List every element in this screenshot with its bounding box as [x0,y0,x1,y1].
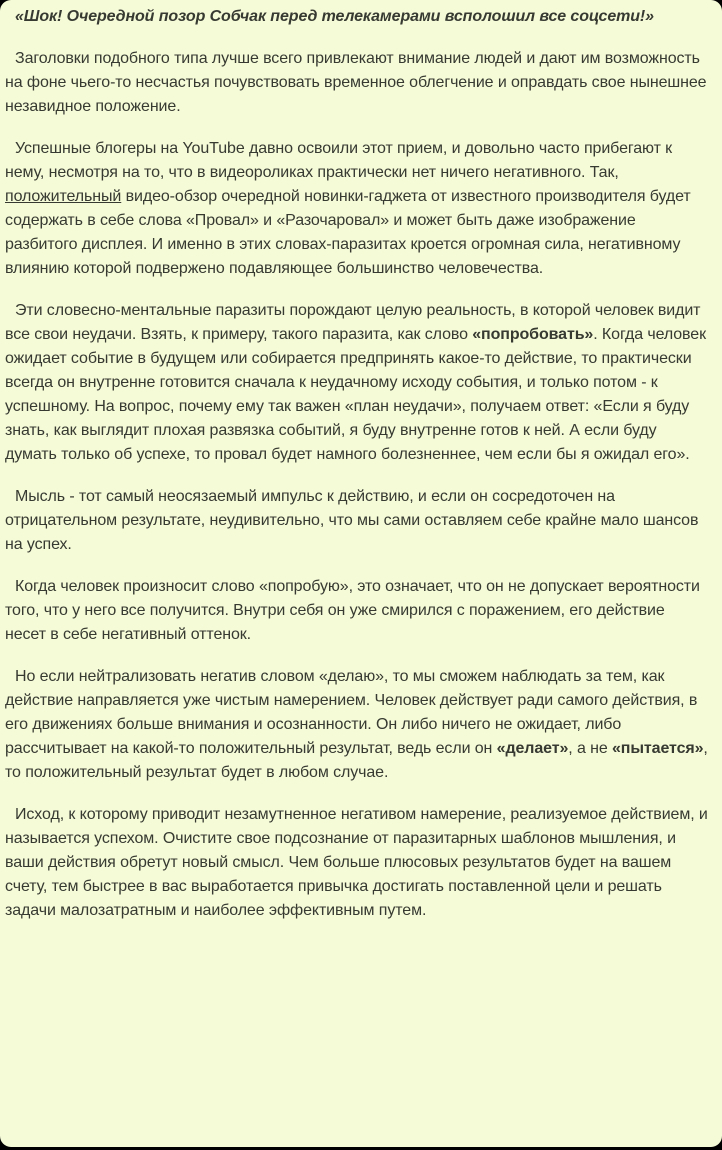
paragraph [5,299,708,467]
article-body [5,47,708,923]
text-run: Но если нейтрализовать негатив словом «делаю», то мы сможем наблюдать за тем, как действие направляется уже чистым намерением. Человек действует ради самого действия, в его движениях больше внимания и осознанности. Он либо ничего не ожидает, либо рассчитывает на какой-то положительный результат, ведь если он [5,668,698,757]
text-run: , а не [568,740,612,757]
paragraph [5,47,708,119]
text-run: , то положительный результат будет в любом случае. [5,740,708,781]
text-run: видео-обзор очередной новинки-гаджета от известного производителя будет содержать в себе слова «Провал» и «Разочаровал» и может быть даже изображение разбитого дисплея. И именно в этих словах-паразитах кроется огромная сила, негативному влиянию которой подвержено подавляющее большинство человечества. [5,188,691,277]
paragraph [5,137,708,281]
text-run: «попробовать» [472,326,594,343]
paragraph [5,575,708,647]
text-run: «пытается» [612,740,704,757]
text-run: Когда человек произносит слово «попробую», это означает, что он не допускает вероятности того, что у него все получится. Внутри себя он уже смирился с поражением, его действие несет в себе негативный оттенок. [5,578,700,643]
text-run: Мысль - тот самый неосязаемый импульс к действию, и если он сосредоточен на отрицательном результате, неудивительно, что мы сами оставляем себе крайне мало шансов на успех. [5,488,699,553]
paragraph [5,803,708,923]
text-run: «делает» [496,740,569,757]
text-run: Эти словесно-ментальные паразиты порождают целую реальность, в которой человек видит все свои неудачи. Взять, к примеру, такого паразита, как слово [5,302,701,343]
text-run: Заголовки подобного типа лучше всего привлекают внимание людей и дают им возможность на фоне чьего-то несчастья почувствовать временное облегчение и оправдать свое нынешнее незавидное положение. [5,50,707,115]
text-run: положительный [5,188,122,205]
article-title: «Шок! Очередной позор Собчак перед телекамерами всполошил все соцсети!» [15,8,654,25]
text-run: Успешные блогеры на YouTube давно освоили этот прием, и довольно часто прибегают к нему, несмотря на то, что в видеороликах практически нет ничего негативного. Так, [5,140,673,181]
paragraph [5,665,708,785]
text-run: . Когда человек ожидает событие в будущем или собирается предпринять какое-то действие, то практически всегда он внутренне готовится сначала к неудачному исходу события, и только потом - к успешному. На вопрос, почему ему так важен «план неудачи», получаем ответ: «Если я буду знать, как выглядит плохая развязка событий, я буду внутренне готов к ней. А если буду думать только об успехе, то провал будет намного болезненнее, чем если бы я ожидал его». [5,326,706,463]
paragraph [5,485,708,557]
text-run: Исход, к которому приводит незамутненное негативом намерение, реализуемое действием, и называется успехом. Очистите свое подсознание от паразитарных шаблонов мышления, и ваши действия обретут новый смысл. Чем больше плюсовых результатов будет на вашем счету, тем быстрее в вас выработается привычка достигать поставленной цели и решать задачи малозатратным и наиболее эффективным путем. [5,806,708,919]
